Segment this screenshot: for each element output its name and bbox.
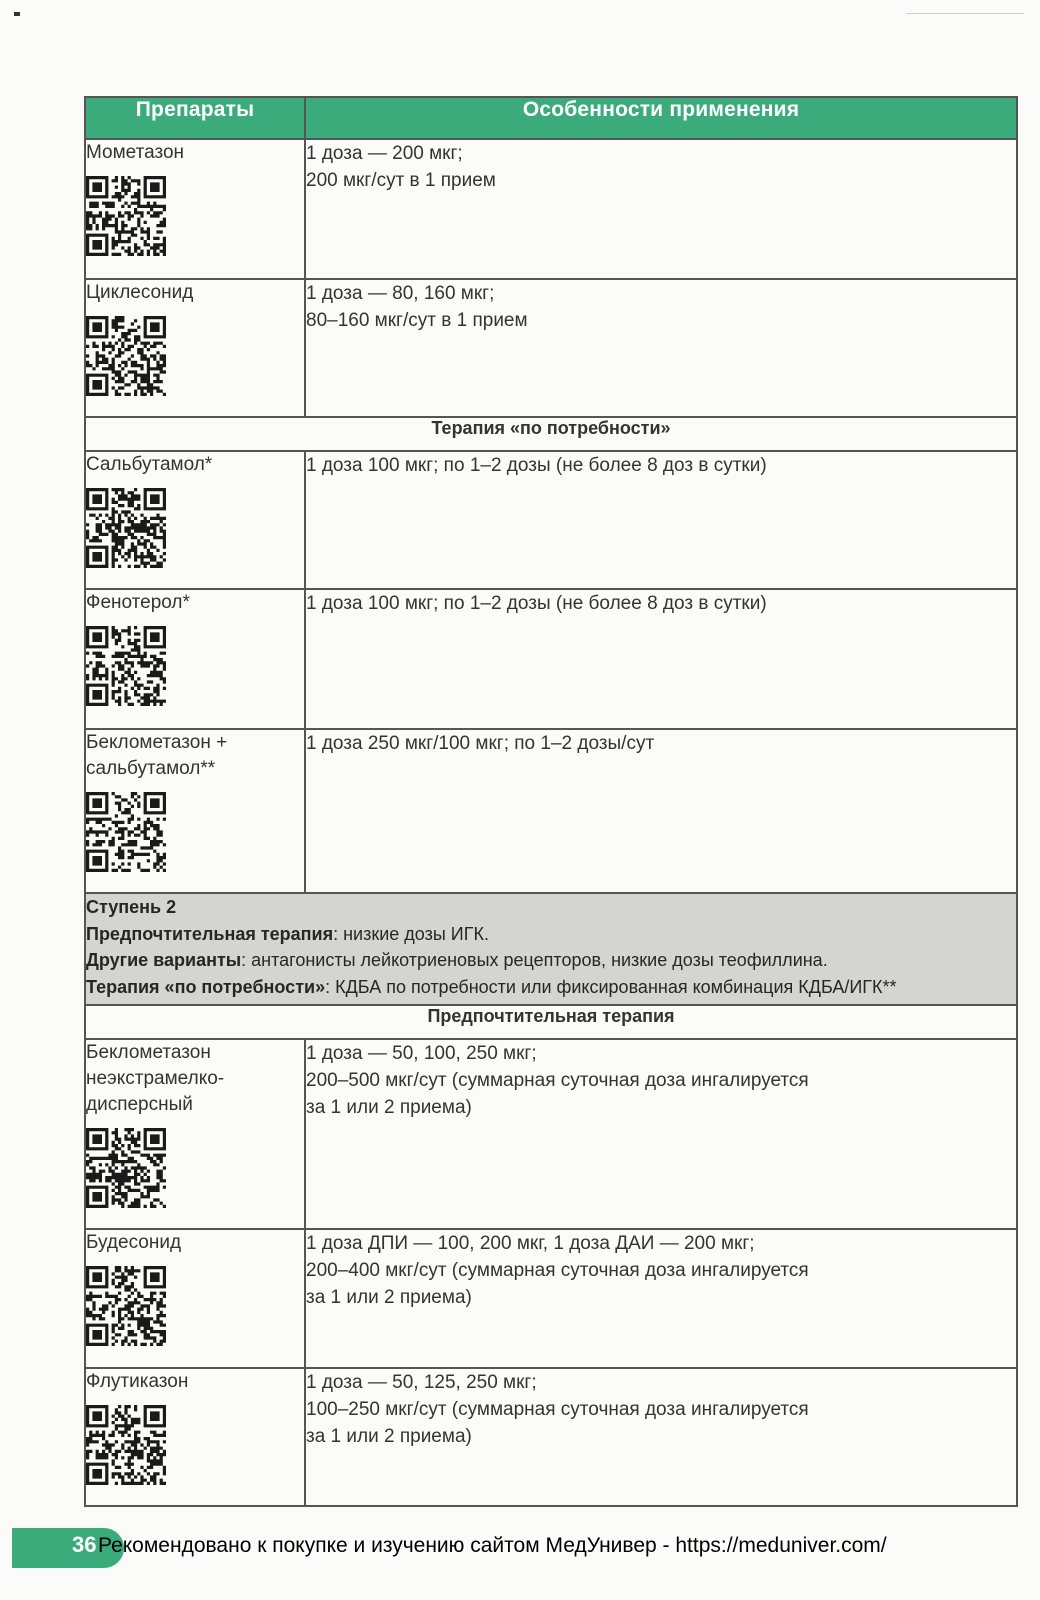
drug-table: [84, 96, 1018, 1507]
other-label: Другие варианты: [86, 950, 242, 970]
drug-cell: [85, 729, 305, 893]
qr-code-icon[interactable]: [86, 316, 166, 396]
drug-row: [85, 1039, 1017, 1229]
drug-row: [85, 139, 1017, 279]
other-text: : антагонисты лейкотриеновых рецепторов, низкие дозы теофиллина.: [241, 950, 828, 970]
drug-row: [85, 1368, 1017, 1506]
step-line: [86, 974, 1016, 1001]
section-preferred: Предпочтительная терапия: [85, 1005, 1017, 1039]
step-title: Ступень 2: [86, 897, 177, 917]
usage-line: 1 доза ДПИ — 100, 200 мкг, 1 доза ДАИ — 200 мкг;: [306, 1233, 755, 1254]
page-number: 36: [72, 1532, 97, 1557]
step-line: [86, 947, 1016, 974]
drug-name: Флутиказон: [86, 1371, 189, 1392]
drug-cell: [85, 139, 305, 279]
drug-row: [85, 729, 1017, 893]
drug-row: [85, 589, 1017, 729]
drug-name: Беклометазон + сальбутамол**: [86, 732, 228, 779]
qr-code-icon[interactable]: [86, 1266, 166, 1346]
corner-print-mark: [14, 12, 20, 16]
drug-cell: [85, 451, 305, 589]
drug-cell: [85, 1229, 305, 1368]
qr-code-icon[interactable]: [86, 488, 166, 568]
ondemand-label: Терапия «по потребности»: [86, 976, 326, 997]
drug-name: Будесонид: [86, 1232, 182, 1253]
qr-code-icon[interactable]: [86, 1128, 166, 1208]
usage-cell: [305, 279, 1017, 417]
header-usage: Особенности применения: [305, 97, 1017, 139]
qr-code-icon[interactable]: [86, 792, 166, 872]
drug-cell: [85, 1368, 305, 1506]
drug-row: [85, 1229, 1017, 1368]
usage-line: 1 доза — 50, 100, 250 мкг;: [306, 1043, 537, 1064]
usage-line: 1 доза — 200 мкг;: [306, 143, 463, 164]
usage-line: за 1 или 2 приема): [306, 1426, 472, 1447]
step-row: [85, 893, 1017, 1005]
drug-row: [85, 451, 1017, 589]
step-line: [86, 894, 1016, 921]
usage-line: 100–250 мкг/сут (суммарная суточная доза ингалируется: [306, 1399, 809, 1420]
usage-line: 80–160 мкг/сут в 1 прием: [306, 310, 528, 331]
usage-cell: [305, 139, 1017, 279]
footer-note: Рекомендовано к покупке и изучению сайтом МедУнивер - https://meduniver.com/: [98, 1534, 887, 1557]
drug-name: Мометазон: [86, 142, 185, 163]
usage-cell: [305, 729, 1017, 893]
usage-cell: [305, 1229, 1017, 1368]
drug-name: Фенотерол*: [86, 592, 190, 613]
drug-cell: [85, 279, 305, 417]
usage-line: 1 доза 250 мкг/100 мкг; по 1–2 дозы/сут: [306, 733, 655, 754]
section-row: [85, 417, 1017, 451]
section-on-demand: Терапия «по потребности»: [85, 417, 1017, 451]
usage-line: 1 доза 100 мкг; по 1–2 дозы (не более 8 доз в сутки): [306, 455, 767, 476]
usage-line: за 1 или 2 приема): [306, 1097, 472, 1118]
drug-name: Циклесонид: [86, 282, 194, 303]
top-rule: [906, 13, 1024, 14]
usage-cell: [305, 589, 1017, 729]
qr-code-icon[interactable]: [86, 1405, 166, 1485]
usage-line: 1 доза 100 мкг; по 1–2 дозы (не более 8 доз в сутки): [306, 593, 767, 614]
preferred-label: Предпочтительная терапия: [86, 923, 334, 944]
preferred-text: : низкие дозы ИГК.: [333, 923, 489, 944]
usage-line: 200 мкг/сут в 1 прием: [306, 170, 496, 191]
usage-line: 1 доза — 80, 160 мкг;: [306, 283, 495, 304]
usage-cell: [305, 451, 1017, 589]
table-header-row: [85, 97, 1017, 139]
header-drugs: Препараты: [85, 97, 305, 139]
usage-line: 1 доза — 50, 125, 250 мкг;: [306, 1372, 537, 1393]
usage-line: за 1 или 2 приема): [306, 1287, 472, 1308]
usage-line: 200–500 мкг/сут (суммарная суточная доза ингалируется: [306, 1070, 809, 1091]
qr-code-icon[interactable]: [86, 626, 166, 706]
qr-code-icon[interactable]: [86, 176, 166, 256]
usage-line: 200–400 мкг/сут (суммарная суточная доза ингалируется: [306, 1260, 809, 1281]
ondemand-text: : КДБА по потребности или фиксированная комбинация КДБА/ИГК**: [325, 976, 897, 997]
drug-name: Сальбутамол*: [86, 454, 213, 475]
step-line: [86, 921, 1016, 948]
section-row: [85, 1005, 1017, 1039]
drug-row: [85, 279, 1017, 417]
usage-cell: [305, 1368, 1017, 1506]
drug-cell: [85, 1039, 305, 1229]
step-2-box: [85, 893, 1017, 1005]
drug-cell: [85, 589, 305, 729]
usage-cell: [305, 1039, 1017, 1229]
drug-name: Беклометазон неэкстрамелко- дисперсный: [86, 1042, 225, 1115]
table-body: [85, 139, 1017, 1506]
